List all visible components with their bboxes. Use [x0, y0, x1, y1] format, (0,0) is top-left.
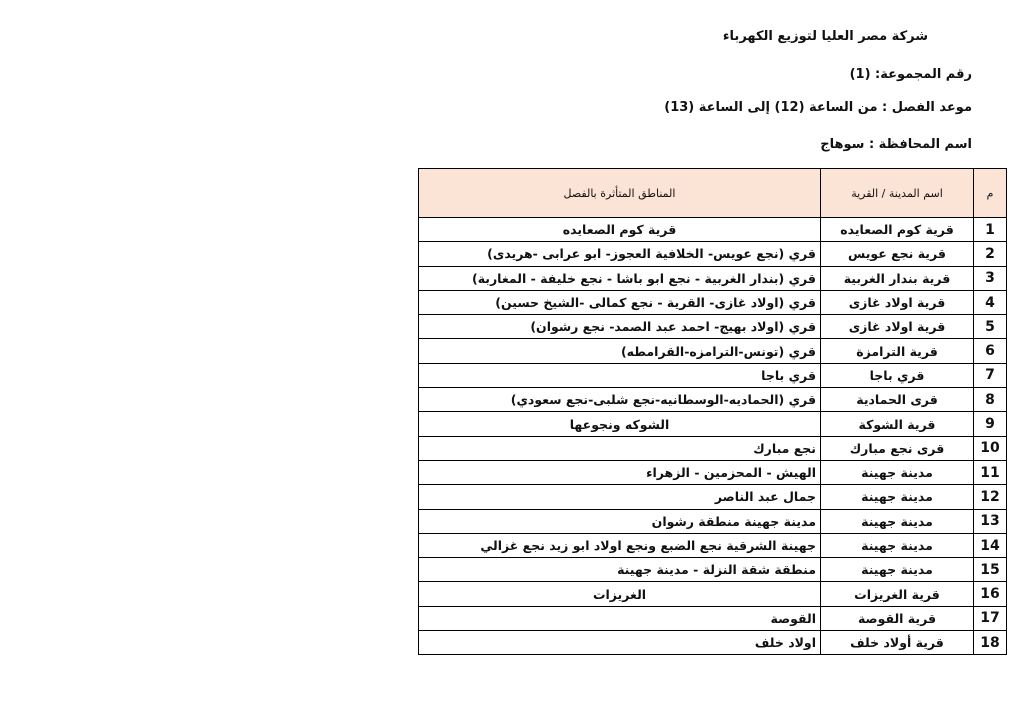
table-row: [419, 242, 1007, 266]
row-areas: مدينة جهينة منطقة رشوان: [419, 509, 821, 533]
row-index: 6: [974, 339, 1007, 363]
table-header-row: [419, 169, 1007, 218]
row-index: 18: [974, 631, 1007, 655]
row-index: 17: [974, 606, 1007, 630]
row-areas: الهيش - المحزمين - الزهراء: [419, 460, 821, 484]
row-city: قرية اولاد غازى: [821, 315, 974, 339]
row-index: 8: [974, 388, 1007, 412]
row-city: قرية أولاد خلف: [821, 631, 974, 655]
row-index: 12: [974, 485, 1007, 509]
row-areas: قري (تونس-الترامزه-القرامطه): [419, 339, 821, 363]
table-row: [419, 266, 1007, 290]
row-areas: القوصة: [419, 606, 821, 630]
row-city: مدينة جهينة: [821, 558, 974, 582]
row-index: 3: [974, 266, 1007, 290]
table-row: [419, 631, 1007, 655]
row-city: مدينة جهينة: [821, 509, 974, 533]
row-index: 16: [974, 582, 1007, 606]
row-areas: منطقة شقة النزلة - مدينة جهينة: [419, 558, 821, 582]
row-city: قرية اولاد غازى: [821, 290, 974, 314]
row-city: قرى نجع مبارك: [821, 436, 974, 460]
row-index: 7: [974, 363, 1007, 387]
row-city: قري باجا: [821, 363, 974, 387]
table-row: [419, 509, 1007, 533]
column-header-city: اسم المدينة / القرية: [821, 169, 974, 218]
outage-table: [418, 168, 1007, 655]
row-areas: الشوكه ونجوعها: [419, 412, 821, 436]
row-city: قرية الترامزة: [821, 339, 974, 363]
row-index: 11: [974, 460, 1007, 484]
table-row: [419, 290, 1007, 314]
row-city: مدينة جهينة: [821, 533, 974, 557]
row-areas: قرية كوم الصعايده: [419, 218, 821, 242]
row-areas: نجع مبارك: [419, 436, 821, 460]
row-city: مدينة جهينة: [821, 485, 974, 509]
row-areas: قري (نجع عويس- الخلافية العجوز- ابو عرابى -هريدى): [419, 242, 821, 266]
row-city: قرية بندار الغربية: [821, 266, 974, 290]
row-index: 5: [974, 315, 1007, 339]
row-areas: جهينة الشرقية نجع الضبع ونجع اولاد ابو زيد نجع غزالي: [419, 533, 821, 557]
row-city: قرية الشوكة: [821, 412, 974, 436]
row-index: 1: [974, 218, 1007, 242]
table-row: [419, 339, 1007, 363]
row-city: قرية نجع عويس: [821, 242, 974, 266]
row-city: قرى الحمادية: [821, 388, 974, 412]
table-row: [419, 460, 1007, 484]
company-name: شركة مصر العليا لتوزيع الكهرباء: [722, 29, 928, 44]
table-row: [419, 606, 1007, 630]
row-index: 4: [974, 290, 1007, 314]
table-row: [419, 363, 1007, 387]
table-row: [419, 218, 1007, 242]
row-areas: قري باجا: [419, 363, 821, 387]
row-index: 10: [974, 436, 1007, 460]
cutoff-time: موعد الفصل : من الساعة (12) إلى الساعة (13): [664, 100, 972, 115]
row-city: قرية كوم الصعايده: [821, 218, 974, 242]
row-index: 2: [974, 242, 1007, 266]
column-header-areas: المناطق المتأثرة بالفصل: [419, 169, 821, 218]
table-body: [419, 218, 1007, 655]
row-index: 13: [974, 509, 1007, 533]
group-number: رقم المجموعة: (1): [849, 67, 972, 82]
table-row: [419, 412, 1007, 436]
row-city: مدينة جهينة: [821, 460, 974, 484]
table-row: [419, 533, 1007, 557]
row-index: 15: [974, 558, 1007, 582]
column-header-index: م: [974, 169, 1007, 218]
table-row: [419, 582, 1007, 606]
table-row: [419, 436, 1007, 460]
row-areas: اولاد خلف: [419, 631, 821, 655]
row-city: قرية القوصة: [821, 606, 974, 630]
row-areas: جمال عبد الناصر: [419, 485, 821, 509]
governorate-name: اسم المحافظة : سوهاج: [820, 137, 972, 152]
row-areas: الغريزات: [419, 582, 821, 606]
table-row: [419, 315, 1007, 339]
row-areas: قري (بندار الغربية - نجع ابو باشا - نجع خليفة - المغاربة): [419, 266, 821, 290]
row-index: 14: [974, 533, 1007, 557]
row-index: 9: [974, 412, 1007, 436]
table-row: [419, 485, 1007, 509]
row-areas: قري (اولاد غازى- القرية - نجع كمالى -الشيخ حسين): [419, 290, 821, 314]
table-row: [419, 388, 1007, 412]
row-city: قرية الغريزات: [821, 582, 974, 606]
table-row: [419, 558, 1007, 582]
row-areas: قري (الحماديه-الوسطانيه-نجع شلبى-نجع سعودي): [419, 388, 821, 412]
row-areas: قري (اولاد بهيج- احمد عبد الصمد- نجع رشوان): [419, 315, 821, 339]
